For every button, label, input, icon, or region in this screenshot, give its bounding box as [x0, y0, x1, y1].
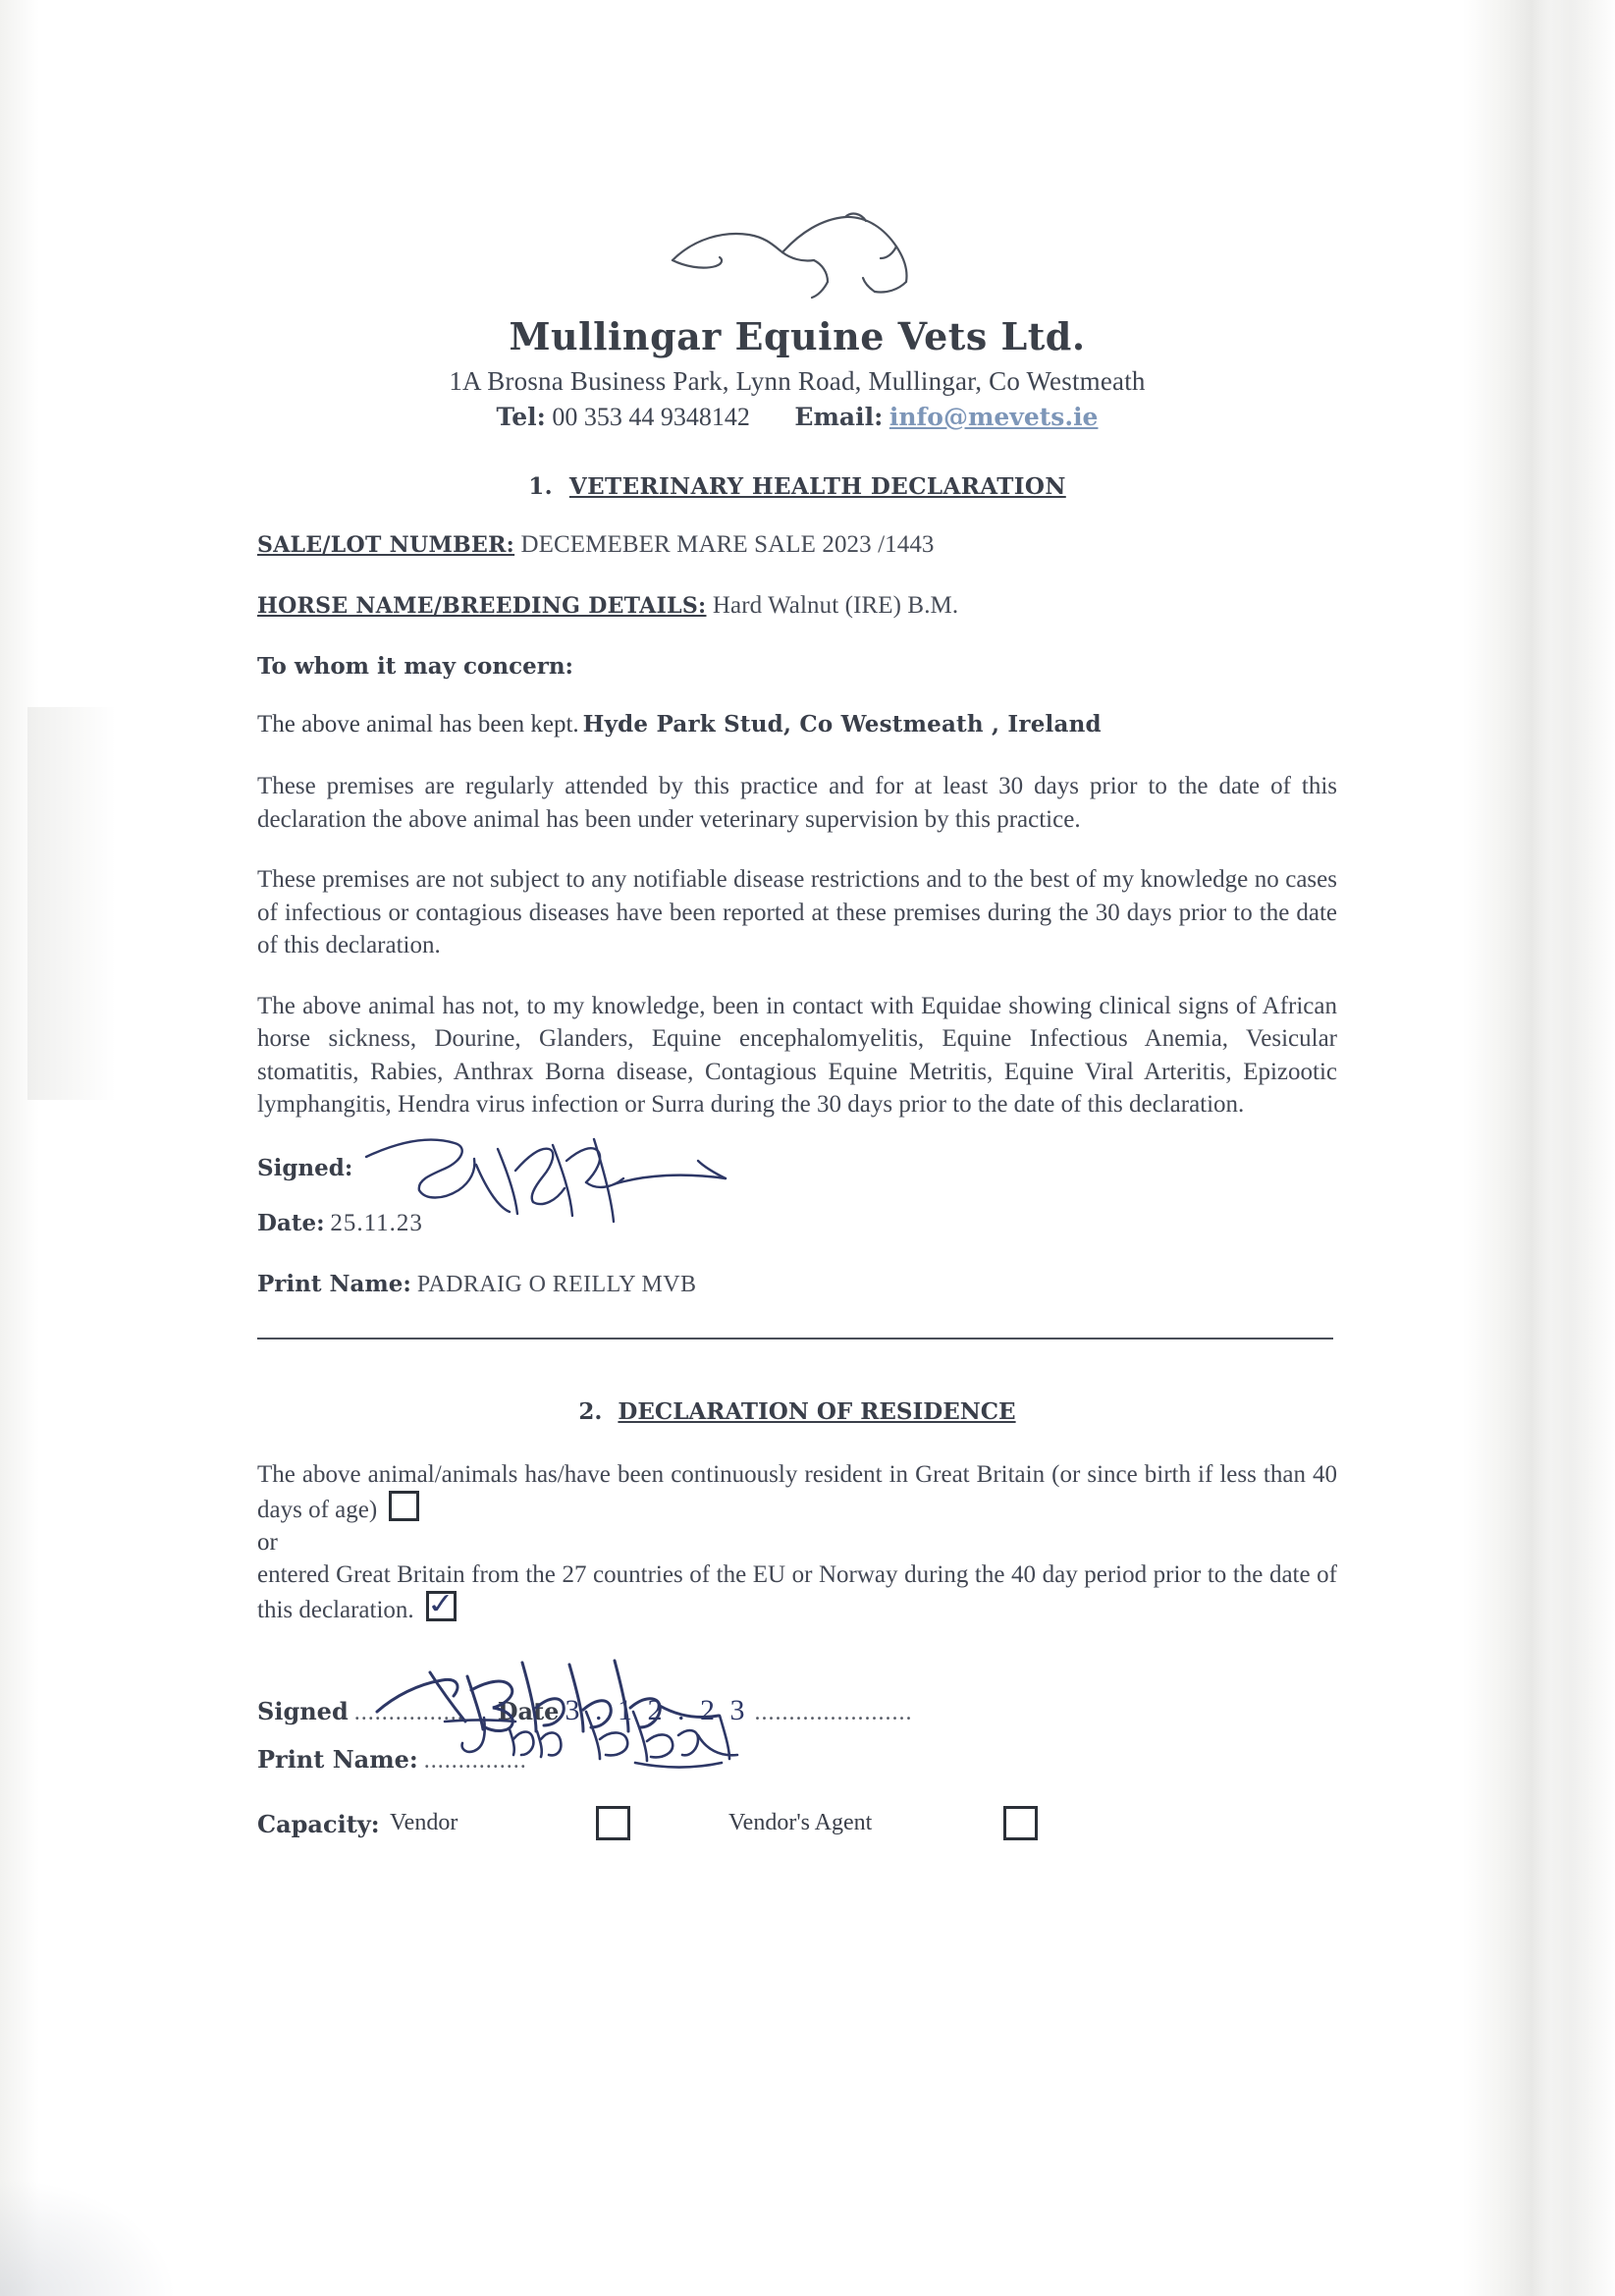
vendor-signed-label: Signed — [257, 1696, 349, 1725]
to-whom-line: To whom it may concern: — [257, 653, 574, 680]
vendor-date-dots: ....................... — [754, 1699, 913, 1725]
tel-value: 00 353 44 9348142 — [552, 403, 750, 431]
vendor-signed-dots: ................ — [353, 1699, 464, 1725]
section1-number: 1. — [528, 473, 554, 500]
email-label: Email: — [794, 403, 884, 431]
capacity-agent-label: Vendor's Agent — [728, 1809, 873, 1835]
residence-option-1-text: The above animal/animals has/have been continuously resident in Great Britain (or since birth if less than 40 days of age) — [257, 1460, 1337, 1523]
residence-option-2-checkbox[interactable] — [424, 1587, 458, 1621]
capacity-agent-checkbox[interactable] — [1003, 1806, 1038, 1840]
section2-heading — [257, 1398, 1337, 1425]
residence-option-1 — [257, 1458, 1337, 1527]
paragraph-restrictions: These premises are not subject to any notifiable disease restrictions and to the best of my knowledge no cases of infectious or contagious diseases have been reported at these premises during the 30 days prior to the date of this declaration. — [257, 866, 1337, 958]
horse-head-icon — [257, 211, 1337, 314]
capacity-label: Capacity: — [257, 1809, 380, 1838]
date-value: 25.11.23 — [330, 1209, 423, 1236]
horse-details-row — [257, 592, 1337, 620]
section-divider — [257, 1338, 1333, 1339]
paragraph-supervision: These premises are regularly attended by this practice and for at least 30 days prior to the date of this declaration the above animal has been under veterinary supervision by this practice. — [257, 773, 1337, 833]
horse-details-label: HORSE NAME/BREEDING DETAILS: — [257, 593, 707, 619]
capacity-label-wrap — [257, 1810, 380, 1839]
section2-signature-block — [257, 1684, 1337, 1871]
date-label: Date: — [257, 1209, 325, 1236]
residence-or-text: or — [257, 1528, 278, 1556]
company-name: Mullingar Equine Vets Ltd. — [509, 314, 1086, 358]
section2-number: 2. — [578, 1397, 603, 1425]
vendor-print-dots: ............... — [423, 1747, 527, 1774]
capacity-vendor-checkbox[interactable] — [596, 1806, 630, 1840]
print-name-value: PADRAIG O REILLY MVB — [416, 1271, 697, 1297]
company-address: 1A Brosna Business Park, Lynn Road, Mullingar, Co Westmeath — [449, 366, 1146, 396]
vendor-print-name-handwriting — [439, 1706, 802, 1775]
signed-label: Signed: — [257, 1154, 353, 1181]
tel-label: Tel: — [496, 403, 546, 431]
residence-option-1-checkbox[interactable] — [389, 1491, 419, 1521]
residence-option-2-text: entered Great Britain from the 27 countries of the EU or Norway during the 40 day period prior to the date of this declaration. — [257, 1560, 1337, 1623]
section2-title: DECLARATION OF RESIDENCE — [618, 1397, 1016, 1425]
sale-lot-row — [257, 531, 1337, 559]
paragraph-contact: The above animal has not, to my knowledge, been in contact with Equidae showing clinical signs of African horse sickness, Dourine, Glanders, Equine encephalomyelitis, Equine Infectious Anemia, Vesicular stomatitis, Rabies, Anthrax Borna disease, Contagious Equine Metritis, Equine Viral Arteritis, Epizootic lymphangitis, Hendra virus infection or Surra during the 30 days prior to the date of this declaration. — [257, 992, 1337, 1118]
date-row — [257, 1210, 423, 1237]
sale-lot-value: DECEMEBER MARE SALE 2023 /1443 — [520, 531, 935, 558]
section1-title: VETERINARY HEALTH DECLARATION — [568, 473, 1066, 500]
horse-details-value: Hard Walnut (IRE) B.M. — [712, 592, 959, 619]
checkmark-icon: ✓ — [424, 1587, 458, 1621]
company-contact — [257, 403, 1337, 432]
kept-line — [257, 711, 1337, 738]
vendor-date-value: 3 . 1 2 . 2 3 — [565, 1693, 749, 1726]
vendor-print-name-label: Print Name: — [257, 1744, 418, 1774]
residence-option-2 — [257, 1558, 1337, 1627]
email-link[interactable]: info@mevets.ie — [888, 403, 1099, 431]
signed-row — [257, 1155, 352, 1181]
print-name-row — [257, 1271, 696, 1298]
section1-signature-block — [257, 1155, 1337, 1312]
document-content — [257, 211, 1337, 1871]
sale-lot-label: SALE/LOT NUMBER: — [257, 532, 515, 558]
kept-prefix: The above animal has been kept. — [257, 711, 579, 738]
vendor-date-label: Date — [497, 1696, 560, 1725]
print-name-label: Print Name: — [257, 1270, 411, 1297]
section1-heading — [257, 473, 1337, 500]
capacity-vendor-label: Vendor — [390, 1809, 458, 1835]
kept-location: Hyde Park Stud, Co Westmeath , Ireland — [582, 711, 1102, 738]
